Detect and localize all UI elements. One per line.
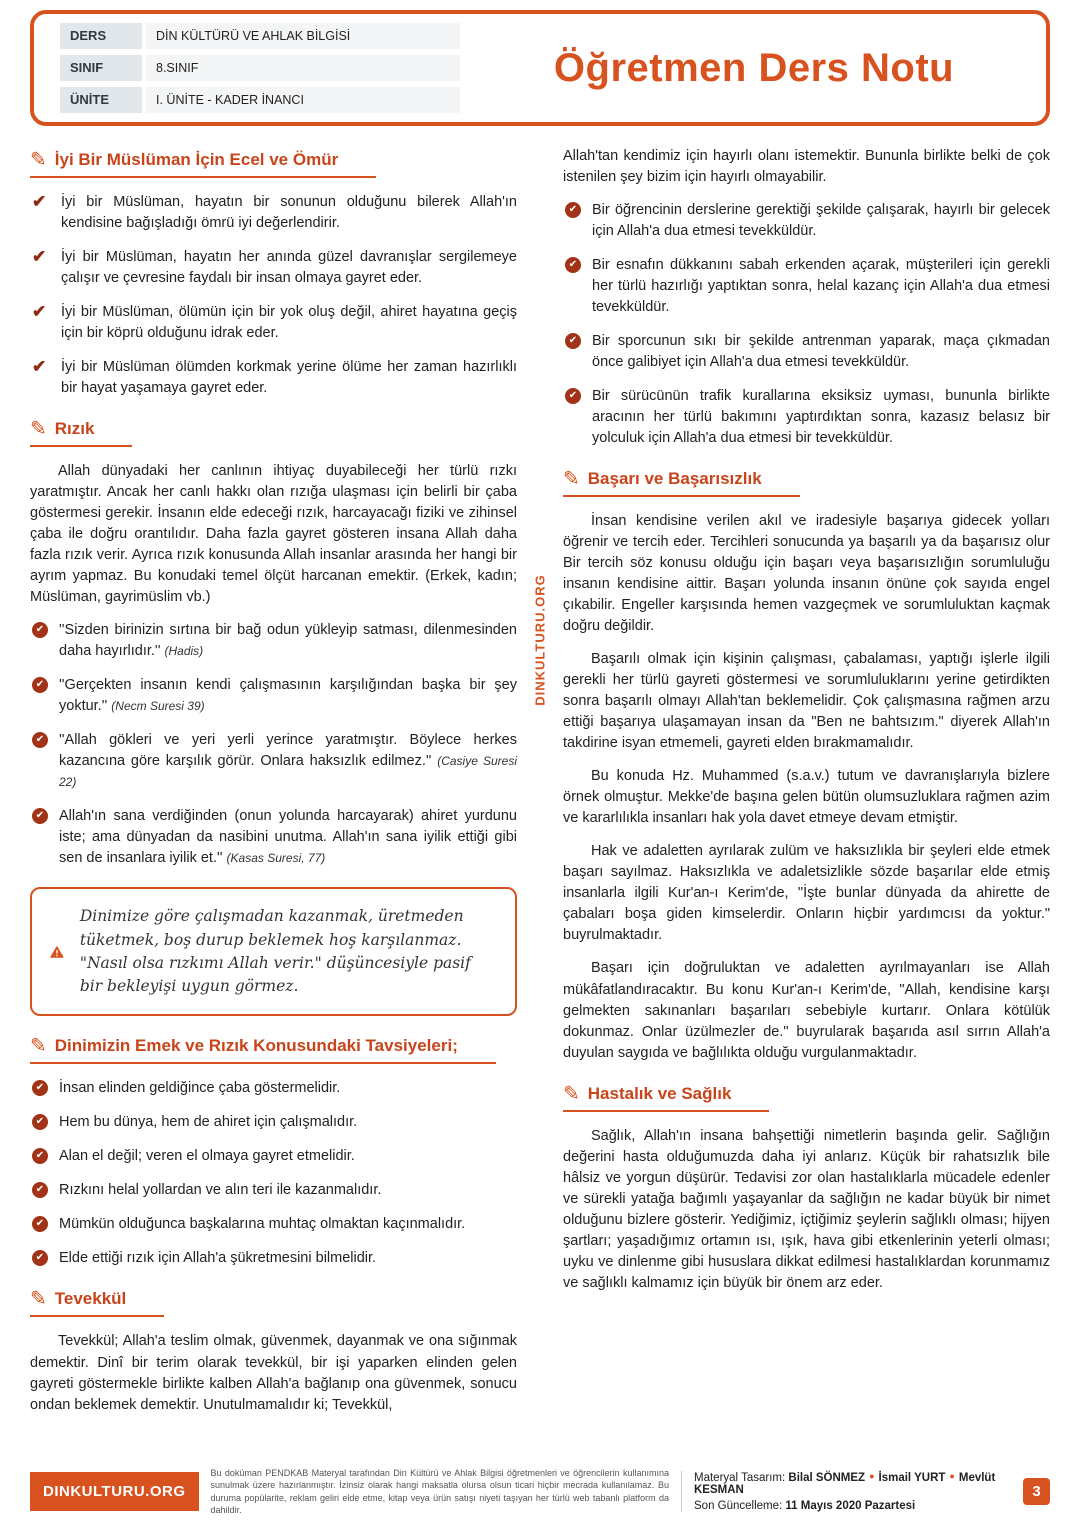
check-circle-icon: ✔ bbox=[565, 333, 581, 349]
quote-text bbox=[59, 620, 517, 662]
page-footer bbox=[30, 1467, 1050, 1517]
tevekkul-paragraph: Tevekkül; Allah'a teslim olmak, güvenmek, dayanmak ve ona sığınmak demektir. Dinî bir terim olarak tevekkül, bir işi yaparken elinden gelen gayreti göstermekle birlikte kalben Allah'a bağlanıp ona güvenmek, sonucu ondan beklemek demektir. Unutulmamalıdır ki; Tevekkül, bbox=[30, 1333, 517, 1413]
list-item bbox=[32, 1078, 517, 1099]
warning-text: Dinimize göre çalışmadan kazanmak, üretmeden tüketmek, boş durup beklemek hoş karşılanmaz. "Nasıl olsa rızkımı Allah verir." düşüncesiyle pasif bir bekleyişi uygun görmez. bbox=[79, 907, 471, 996]
quote-body: Allah'ın sana verdiğinden (onun yolunda harcayarak) ahiret yurdunu iste; ama dünyadan da nasibini unutma. Allah'ın sana iyilik ettiği gibi sen de insanlara iyilik et.'' bbox=[59, 808, 517, 867]
meta-value: I. ÜNİTE - KADER İNANCI bbox=[146, 87, 460, 113]
section-title-basari bbox=[563, 469, 800, 497]
check-circle-icon: ✔ bbox=[32, 732, 48, 748]
quote-body: ''Sizden birinizin sırtına bir bağ odun yükleyip satması, dilenmesinden daha hayırlıdır.'' bbox=[59, 622, 517, 660]
list-item-text: Alan el değil; veren el olmaya gayret etmelidir. bbox=[59, 1148, 355, 1165]
quote-source: (Necm Suresi 39) bbox=[111, 699, 205, 714]
example-item bbox=[565, 386, 1050, 449]
example-text: Bir esnafın dükkanını sabah erkenden açarak, müşterileri için gerekli her türlü hazırlığı yaptıktan sonra, helal kazanç için Allah'a dua etmesi tevekküldür. bbox=[592, 257, 1050, 316]
basari-paragraph: Başarılı olmak için kişinin çalışması, çabalaması, yaptığı işlerle ilgili gerekli her türlü gayreti göstermesi ve sorumluluklarını yerine getirdikten sonra başarılı olmayı Allah'tan beklemelidir. Çok çalışmasına rağmen arzu ettiği başarıya ulaşamayan insan da "Ben ne bahtsızım." diyerek Allah'ın takdirine isyan etmemeli, gayreti elden bırakmamalıdır. bbox=[563, 651, 1050, 752]
writing-hand-icon: ✎ bbox=[30, 1035, 47, 1058]
meta-row-ders bbox=[60, 23, 460, 49]
meta-value: DİN KÜLTÜRÜ VE AHLAK BİLGİSİ bbox=[146, 23, 460, 49]
hastalik-paragraph: Sağlık, Allah'ın insana bahşettiği nimetlerin başında gelir. Sağlığın değerini hasta olduğumuzda daha iyi anlarız. Küçük bir rahatsızlık bile hâlsiz ve yorgun düşürür. Tedavisi zor olan hastalıklarla mücadele edenler ve sürekli yatağa bağımlı yaşayanlar da sağlığın ne kadar büyük bir nimet olduğunu bizlere gösterir. Yediğimiz, içtiğimiz şeylerin sağlıklı olması; hijyen şartları; yaşadığımız ortamın ısı, ışık, hava gibi etkenlerinin yeterli olması; uyku ve dinlenme gibi hususlara dikkat edilmesi hastalıklardan korunmamız ve sağlıklı kalmamız için büyük bir önem arz eder. bbox=[563, 1127, 1050, 1291]
section-label: Dinimizin Emek ve Rızık Konusundaki Tavsiyeleri; bbox=[54, 1036, 458, 1056]
quote-body: ''Allah gökleri ve yeri yerli yerince yaratmıştır. Böylece herkes kazancına göre karşılık görür. Onlara haksızlık edilmez.'' bbox=[59, 732, 517, 770]
page-title: Öğretmen Ders Notu bbox=[553, 45, 955, 90]
section-title-hastalik bbox=[563, 1084, 769, 1112]
site-logo: DINKULTURU.ORG bbox=[30, 1472, 199, 1511]
check-circle-icon: ✔ bbox=[565, 257, 581, 273]
example-item bbox=[565, 331, 1050, 373]
list-item bbox=[32, 357, 517, 399]
meta-row-sinif bbox=[60, 55, 460, 81]
writing-hand-icon: ✎ bbox=[563, 468, 580, 491]
writing-hand-icon: ✎ bbox=[563, 1082, 580, 1105]
right-column bbox=[563, 146, 1050, 1428]
designer-name: Mevlüt KESMAN bbox=[694, 1472, 996, 1497]
check-icon: ✔ bbox=[32, 357, 47, 377]
list-item bbox=[32, 302, 517, 344]
list-item bbox=[32, 1180, 517, 1201]
quote-item bbox=[32, 730, 517, 793]
quote-item bbox=[32, 675, 517, 717]
quote-item bbox=[32, 620, 517, 662]
credits-block bbox=[681, 1471, 1011, 1512]
section-label: Hastalık ve Sağlık bbox=[587, 1083, 732, 1103]
basari-paragraph: Bu konuda Hz. Muhammed (s.a.v.) tutum ve davranışlarıyla bizlere örnek olmuştur. Mekke'de başına gelen bütün olumsuzluklara rağmen azim ve kararlılıkla insanları hak yola davet etmeye devam etmiştir. bbox=[563, 768, 1050, 827]
design-label: Materyal Tasarım: bbox=[694, 1472, 786, 1485]
section-label: İyi Bir Müslüman İçin Ecel ve Ömür bbox=[54, 150, 339, 169]
quote-text bbox=[59, 730, 517, 793]
section-label: Rızık bbox=[54, 419, 95, 439]
page-header bbox=[30, 10, 1050, 126]
check-circle-icon: ✔ bbox=[565, 388, 581, 404]
list-item-text: Elde ettiği rızık için Allah'a şükretmesini bilmelidir. bbox=[59, 1250, 377, 1267]
list-item-text: İyi bir Müslüman, hayatın bir sonunun olduğunu bilerek Allah'ın kendisine bağışladığı ömrü iyi değerlendirir. bbox=[61, 194, 517, 232]
designer-name: İsmail YURT bbox=[878, 1472, 946, 1485]
list-item-text: Hem bu dünya, hem de ahiret için çalışmalıdır. bbox=[59, 1114, 358, 1131]
last-updated bbox=[694, 1500, 1011, 1512]
list-item-text: Rızkını helal yollardan ve alın teri ile kazanmalıdır. bbox=[59, 1182, 382, 1199]
meta-value: 8.SINIF bbox=[146, 55, 460, 81]
check-circle-icon: ✔ bbox=[32, 677, 48, 693]
check-icon: ✔ bbox=[32, 192, 47, 211]
basari-paragraph: İnsan kendisine verilen akıl ve iradesiyle başarıya gidecek yolları öğrenir ve tercih eder. Tercihleri sonucunda ya başarılı ya da başarısız olur Bir tercih söz konusu olduğu için başarı veya başarısızlığın sorumluluğu insanın kendisine aittir. Başarı yolunda insanın önüne çok sayıda engel çıkabilir. Engeller karşısında hemen vazgeçmek ve sorumluluktan kaçmak doğru değildir. bbox=[563, 513, 1050, 635]
content-columns bbox=[30, 146, 1050, 1428]
example-text: Bir öğrencinin derslerine gerektiği şekilde çalışarak, hayırlı bir gelecek için Allah'a dua etmesi tevekküldür. bbox=[592, 202, 1050, 240]
basari-paragraph: Hak ve adaletten ayrılarak zulüm ve haksızlıkla bir şeyleri elde etmek başarı sayılmaz. Haksızlıkla ve adaletsizlikle sözde başarılar elde etmiş insanlarla ilgili Kur'an-ı Kerim'de, "İşte bunlar dünyada da ahirette de çabaları boşa giden kimselerdir. Onların hiçbir yardımcısı da yoktur." buyrulmaktadır. bbox=[563, 843, 1050, 944]
section-label: Başarı ve Başarısızlık bbox=[587, 469, 762, 489]
quote-source: (Casiye Suresi 22) bbox=[59, 754, 517, 790]
check-icon: ✔ bbox=[32, 247, 47, 267]
section-title-tevekkul bbox=[30, 1289, 164, 1317]
list-item-text: İnsan elinden geldiğince çaba göstermelidir. bbox=[59, 1080, 341, 1097]
bullet-icon: ● bbox=[869, 1471, 875, 1482]
check-circle-icon: ✔ bbox=[32, 1216, 48, 1232]
quote-source: (Kasas Suresi, 77) bbox=[226, 851, 326, 866]
page-number: 3 bbox=[1023, 1478, 1050, 1505]
example-item bbox=[565, 255, 1050, 318]
left-column bbox=[30, 146, 517, 1428]
list-item-text: İyi bir Müslüman, ölümün için bir yok oluş değil, ahiret hayatına geçiş için bir köprü olduğunu idrak eder. bbox=[61, 304, 517, 342]
list-item bbox=[32, 1146, 517, 1167]
check-icon: ✔ bbox=[32, 302, 47, 322]
check-circle-icon: ✔ bbox=[32, 1250, 48, 1266]
list-item bbox=[32, 247, 517, 289]
quote-text bbox=[59, 675, 517, 717]
section-title-rizik bbox=[30, 419, 132, 447]
site-watermark: DINKULTURU.ORG bbox=[532, 574, 548, 706]
updated-value: 11 Mayıs 2020 Pazartesi bbox=[785, 1500, 916, 1513]
list-item bbox=[32, 1248, 517, 1269]
meta-label: ÜNİTE bbox=[60, 87, 142, 113]
meta-label: SINIF bbox=[60, 55, 142, 81]
bullet-icon: ● bbox=[949, 1471, 955, 1482]
check-circle-icon: ✔ bbox=[32, 1080, 48, 1096]
writing-hand-icon: ✎ bbox=[30, 149, 47, 171]
check-circle-icon: ✔ bbox=[32, 622, 48, 638]
list-item-text: İyi bir Müslüman, hayatın her anında güzel davranışlar sergilemeye çalışır ve çevresine faydalı bir insan olmaya gayret eder. bbox=[61, 249, 517, 287]
list-item-text: İyi bir Müslüman ölümden korkmak yerine ölüme her zaman hazırlıklı bir hayat yaşamaya gayret eder. bbox=[61, 359, 517, 397]
updated-label: Son Güncelleme: bbox=[694, 1500, 783, 1513]
example-item bbox=[565, 200, 1050, 242]
quote-text bbox=[59, 806, 517, 869]
example-text: Bir sporcunun sıkı bir şekilde antrenman yaparak, maça çıkmadan önce galibiyet için Allah'a dua etmesi tevekküldür. bbox=[592, 333, 1050, 371]
check-circle-icon: ✔ bbox=[32, 1182, 48, 1198]
writing-hand-icon: ✎ bbox=[30, 418, 47, 441]
warning-box bbox=[30, 887, 517, 1016]
section-title-ecel bbox=[30, 150, 376, 178]
design-credits bbox=[694, 1471, 1011, 1496]
check-circle-icon: ✔ bbox=[32, 808, 48, 824]
meta-label: DERS bbox=[60, 23, 142, 49]
lesson-meta-table bbox=[60, 23, 460, 113]
writing-hand-icon: ✎ bbox=[30, 1288, 47, 1311]
example-text: Bir sürücünün trafik kurallarına eksiksiz uyması, bununla birlikte aracının her türlü bakımını yaptırdıktan sonra, kazasız belasız bir yolculuk için Allah'a dua etmesi bir tevekküldür. bbox=[592, 388, 1050, 447]
list-item bbox=[32, 1214, 517, 1235]
tevekkul-continuation: Allah'tan kendimiz için hayırlı olanı istemektir. Bununla birlikte belki de çok istenilen şey bizim için hayırlı olmayabilir. bbox=[563, 148, 1050, 186]
designer-name: Bilal SÖNMEZ bbox=[788, 1472, 866, 1485]
section-title-tavsiyeler bbox=[30, 1036, 496, 1064]
basari-paragraph: Başarı için doğruluktan ve adaletten ayrılmayanları ise Allah mükâfatlandıracaktır. Bu konu Kur'an-ı Kerim'de, "Allah, kendisine karşı gelmekten sakınanları başarıları sebebiyle kurtarır. Onlara kötülük dokunmaz. Onlar üzülmezler de." buyrularak başarıda asıl sırrın Allah'a duyulan saygıda ve bağlılıkta olduğu vurgulanmaktadır. bbox=[563, 960, 1050, 1061]
quote-item bbox=[32, 806, 517, 869]
check-circle-icon: ✔ bbox=[32, 1114, 48, 1130]
section-label: Tevekkül bbox=[54, 1289, 127, 1309]
check-circle-icon: ✔ bbox=[565, 202, 581, 218]
copyright-fineprint: Bu doküman PENDKAB Materyal tarafından Din Kültürü ve Ahlak Bilgisi öğretmenleri ve öğrencilerin kullanımına sunulmak üzere hazırlanmıştır. İzinsiz olarak hangi maksatla olursa olsun ticari hiçbir mecrada kullanılamaz. Bu duruma popülarite, reklam geliri elde etme, kitap veya ürün satışı niyeti taşıyan her türlü web tabanlı platform da dahildir. bbox=[210, 1467, 669, 1516]
quote-body: ''Gerçekten insanın kendi çalışmasının karşılığından başka bir şey yoktur.'' bbox=[59, 677, 517, 715]
quote-source: (Hadis) bbox=[164, 644, 204, 659]
meta-row-unite bbox=[60, 87, 460, 113]
list-item bbox=[32, 1112, 517, 1133]
list-item-text: Mümkün olduğunca başkalarına muhtaç olmaktan kaçınmalıdır. bbox=[59, 1216, 466, 1233]
rizik-paragraph: Allah dünyadaki her canlının ihtiyaç duyabileceği her türlü rızkı yaratmıştır. Ancak her canlı hakkı olan rızığa ulaşması için belirli bir çaba göstermesi gerekir. İnsanın elde edeceği rızık, harcayacağı fiziki ve zihinsel çaba ile doğru orantılıdır. Daha fazla gayret gösteren insana Allah daha fazla rızık verir. Ayrıca rızık konusunda Allah insanlar arasında her hangi bir ayrım yapmaz. Bu konudaki temel ölçüt harcanan emektir. (Erkek, kadın; Müslüman, gayrimüslim vb.) bbox=[30, 463, 517, 606]
warning-icon bbox=[50, 932, 64, 972]
list-item bbox=[32, 192, 517, 234]
check-circle-icon: ✔ bbox=[32, 1148, 48, 1164]
